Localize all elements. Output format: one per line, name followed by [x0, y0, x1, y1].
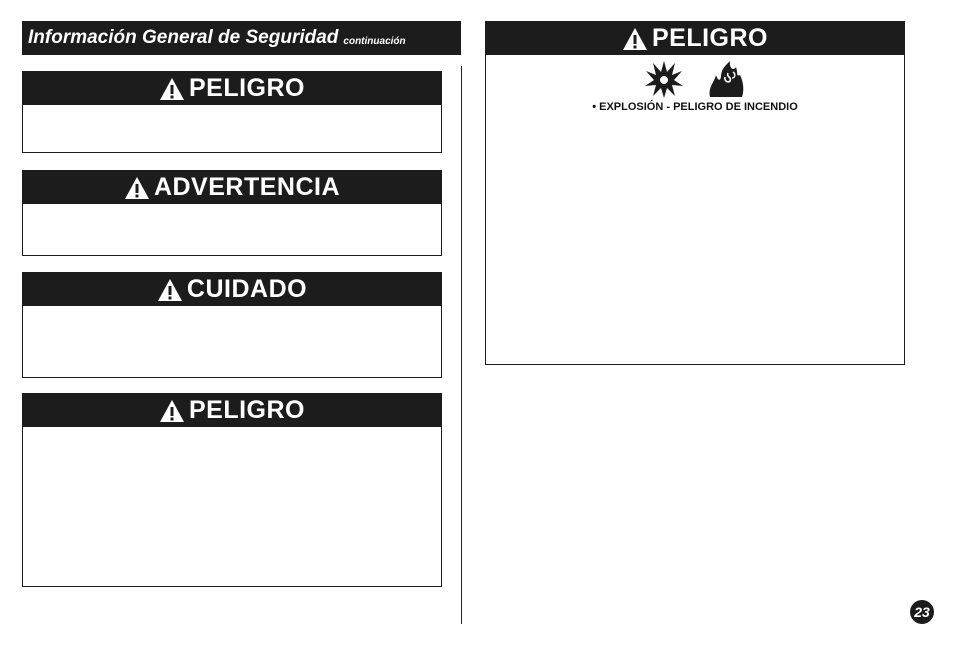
hazard-icons	[486, 59, 904, 99]
danger-box-2	[22, 393, 442, 587]
signal-word: PELIGRO	[188, 396, 305, 424]
danger-box-1	[22, 71, 442, 153]
warning-triangle-icon	[622, 27, 648, 51]
signal-word: PELIGRO	[188, 74, 305, 102]
signal-word-bar	[23, 273, 441, 306]
signal-word-bar	[23, 171, 441, 204]
signal-word: PELIGRO	[651, 24, 768, 52]
signal-word: ADVERTENCIA	[153, 173, 341, 201]
hazard-bullet: • EXPLOSIÓN - PELIGRO DE INCENDIO	[592, 101, 798, 113]
signal-word: CUIDADO	[186, 275, 308, 303]
column-divider	[461, 66, 462, 624]
section-header	[22, 21, 461, 55]
warning-triangle-icon	[157, 278, 183, 302]
section-continued: continuación	[343, 35, 406, 47]
fire-icon	[706, 59, 746, 99]
section-title: Información General de Seguridad	[28, 27, 339, 48]
signal-word-bar	[23, 72, 441, 105]
danger-box-explosion	[485, 21, 905, 365]
warning-box	[22, 170, 442, 256]
signal-word-bar	[486, 22, 904, 55]
warning-triangle-icon	[124, 176, 150, 200]
warning-triangle-icon	[159, 399, 185, 423]
explosion-icon	[644, 59, 684, 99]
signal-word-bar	[23, 394, 441, 427]
page-number: 23	[910, 600, 934, 624]
warning-triangle-icon	[159, 77, 185, 101]
caution-box	[22, 272, 442, 378]
